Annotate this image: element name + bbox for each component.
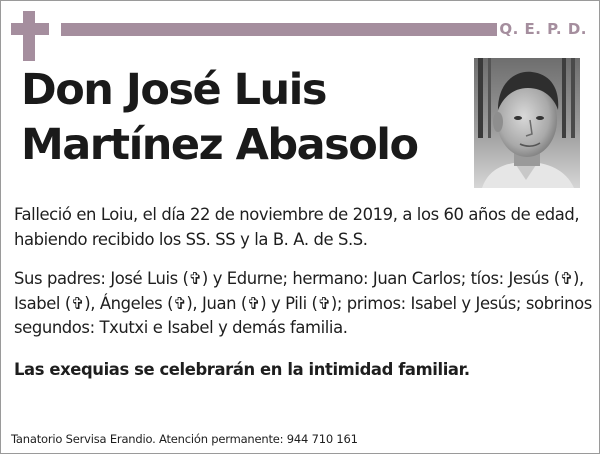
family-paragraph: Sus padres: José Luis (✞) y Edurne; hermano: Juan Carlos; tíos: Jesús (✞), Isabel (✞), Ángeles (✞), Juan (✞) y Pili (✞); primos: Isabel y Jesús; sobrinos segundos: Txutxi e Isabel y demás familia. xyxy=(14,269,592,337)
death-notice-paragraph: Falleció en Loiu, el día 22 de noviembre de 2019, a los 60 años de edad, habiendo recibido los SS. SS y la B. A. de S.S. xyxy=(14,205,580,249)
cross-icon xyxy=(23,11,35,61)
qepd-label: Q. E. P. D. xyxy=(499,20,587,38)
name-line-2: Martínez Abasolo xyxy=(21,120,418,170)
portrait-photo xyxy=(474,58,580,188)
name-line-1: Don José Luis xyxy=(21,65,326,115)
deceased-name xyxy=(21,63,461,173)
cross-icon-arm xyxy=(11,23,49,35)
funeral-paragraph: Las exequias se celebrarán en la intimidad familiar. xyxy=(14,360,470,379)
header-bar xyxy=(61,23,497,36)
funeral-home-footer: Tanatorio Servisa Erandio. Atención permanente: 944 710 161 xyxy=(11,432,358,446)
